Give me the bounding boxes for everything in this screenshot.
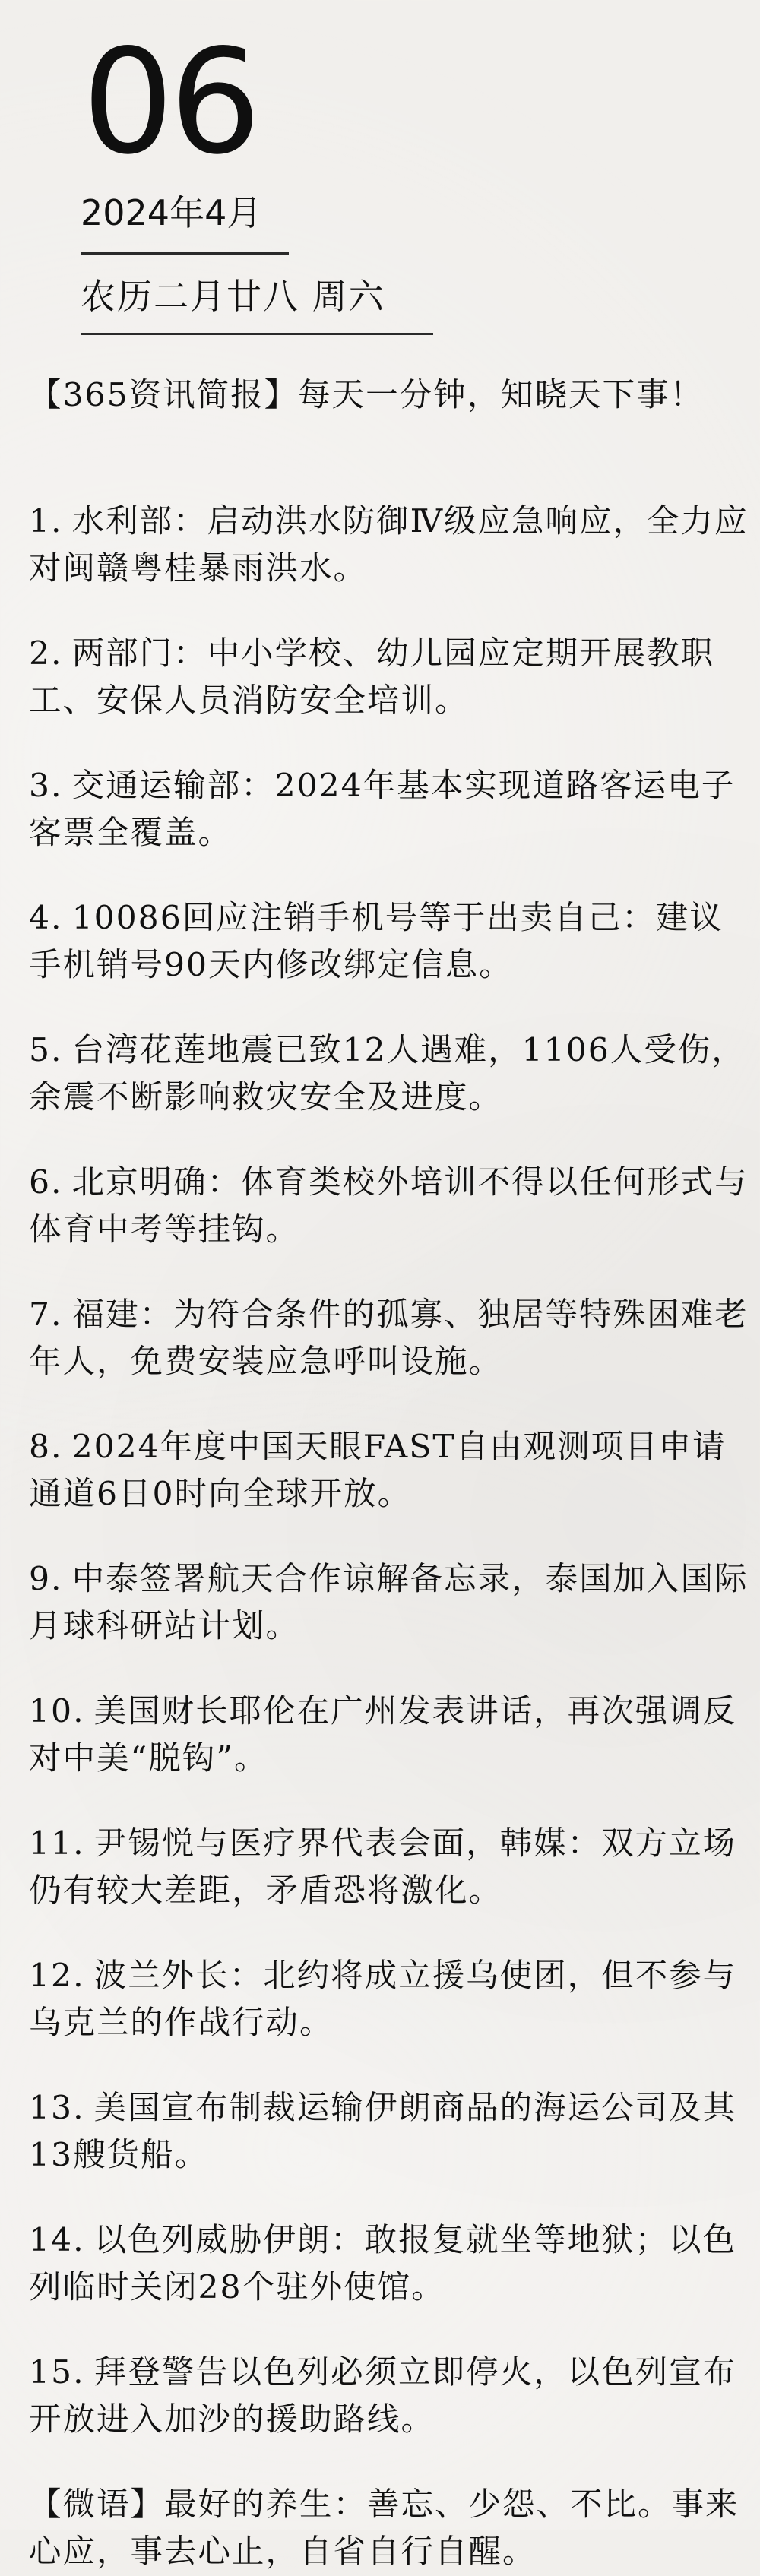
news-item-text: 尹锡悦与医疗界代表会面，韩媒：双方立场仍有较大差距，矛盾恐将激化。 (29, 1825, 737, 1910)
news-item-number: 7. (29, 1296, 63, 1334)
news-item-number: 12. (29, 1957, 85, 1995)
news-item-number: 5. (29, 1032, 63, 1069)
news-item-text: 美国财长耶伦在广州发表讲话，再次强调反对中美“脱钩”。 (29, 1693, 737, 1777)
news-item-number: 11. (29, 1825, 85, 1862)
divider-line (81, 252, 289, 255)
news-item (29, 1292, 751, 1386)
news-item-text: 美国宣布制裁运输伊朗商品的海运公司及其13艘货船。 (29, 2090, 737, 2174)
news-item-number: 8. (29, 1429, 63, 1466)
news-item (29, 2350, 751, 2444)
news-item-text: 两部门：中小学校、幼儿园应定期开展教职工、安保人员消防安全培训。 (29, 635, 715, 720)
news-item (29, 631, 751, 725)
news-item-text: 拜登警告以色列必须立即停火，以色列宣布开放进入加沙的援助路线。 (29, 2354, 737, 2438)
news-item (29, 2085, 751, 2179)
intro-line: 【365资讯简报】每天一分钟，知晓天下事！ (29, 377, 705, 414)
news-item-text: 水利部：启动洪水防御Ⅳ级应急响应，全力应对闽赣粤桂暴雨洪水。 (29, 503, 749, 587)
news-item-number: 6. (29, 1164, 63, 1201)
news-item (29, 763, 751, 857)
news-item-number: 9. (29, 1561, 63, 1598)
news-item-number: 10. (29, 1693, 85, 1730)
day-number: 06 (82, 18, 257, 186)
lunar-date-weekday: 农历二月廿八 周六 (81, 276, 385, 317)
news-item-text: 福建：为符合条件的孤寡、独居等特殊困难老年人，免费安装应急呼叫设施。 (29, 1296, 749, 1381)
news-item-text: 10086回应注销手机号等于出卖自己：建议手机销号90天内修改绑定信息。 (29, 900, 724, 984)
news-item (29, 1027, 751, 1122)
news-item-number: 13. (29, 2090, 85, 2127)
news-item-number: 1. (29, 503, 63, 540)
news-item (29, 895, 751, 989)
year-month: 2024年4月 (81, 192, 262, 233)
news-item-number: 2. (29, 635, 63, 672)
news-item (29, 1953, 751, 2047)
news-item (29, 1821, 751, 1915)
motto: 【微语】最好的养生：善忘、少怨、不比。事来心应，事去心止，自省自行自醒。 (29, 2486, 739, 2571)
news-item-text: 以色列威胁伊朗：敢报复就坐等地狱；以色列临时关闭28个驻外使馆。 (29, 2222, 737, 2306)
news-item-number: 3. (29, 767, 63, 805)
news-item (29, 1556, 751, 1650)
news-item-text: 台湾花莲地震已致12人遇难，1106人受伤，余震不断影响救灾安全及进度。 (29, 1032, 746, 1116)
news-item-number: 4. (29, 900, 63, 937)
news-item-number: 15. (29, 2354, 85, 2391)
news-item (29, 498, 751, 593)
news-item-number: 14. (29, 2222, 85, 2259)
news-item (29, 1688, 751, 1783)
news-brief (29, 372, 751, 2576)
news-item (29, 1160, 751, 1254)
news-item-text: 2024年度中国天眼FAST自由观测项目申请通道6日0时向全球开放。 (29, 1429, 727, 1513)
news-item (29, 1424, 751, 1518)
news-item-text: 波兰外长：北约将成立援乌使团，但不参与乌克兰的作战行动。 (29, 1957, 737, 2042)
news-item-text: 北京明确：体育类校外培训不得以任何形式与体育中考等挂钩。 (29, 1164, 749, 1248)
news-item (29, 2217, 751, 2312)
news-item-text: 中泰签署航天合作谅解备忘录，泰国加入国际月球科研站计划。 (29, 1561, 749, 1645)
news-item-text: 交通运输部：2024年基本实现道路客运电子客票全覆盖。 (29, 767, 736, 852)
divider-line (81, 333, 433, 335)
